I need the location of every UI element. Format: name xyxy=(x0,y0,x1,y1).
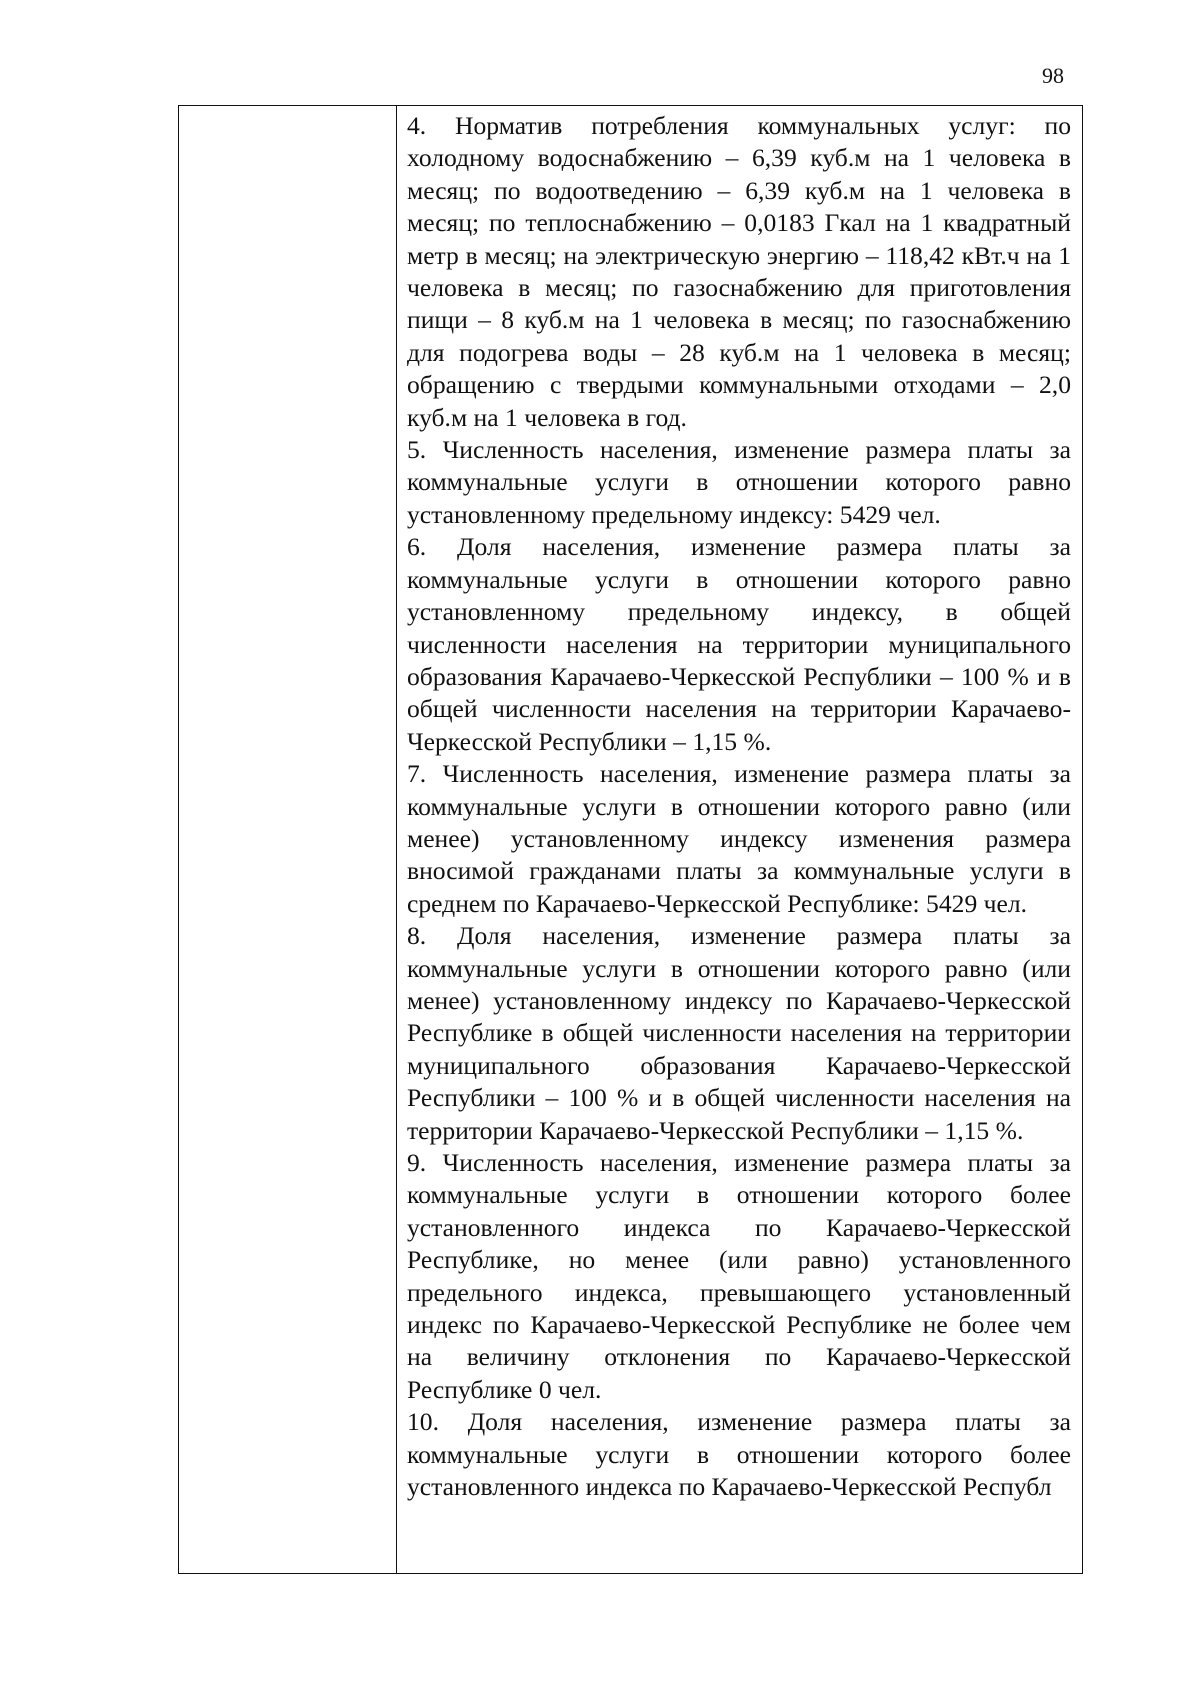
paragraph-10: 10. Доля населения, изменение размера платы за коммунальные услуги в отношении которого более установленного индекса по Карачаево-Черкесской Республ xyxy=(407,1407,1071,1502)
page-number: 98 xyxy=(1042,63,1064,88)
left-cell xyxy=(179,106,397,1574)
right-cell xyxy=(397,106,1083,1574)
paragraph-5: 5. Численность населения, изменение размера платы за коммунальные услуги в отношении которого равно установленному предельному индексу: 5429 чел. xyxy=(407,435,1071,529)
paragraph-8: 8. Доля населения, изменение размера платы за коммунальные услуги в отношении которого равно (или менее) установленному индексу по Карачаево-Черкесской Республике в общей численности населения на территории муниципального образования Карачаево-Черкесской Республики – 100 % и в общей численности населения на территории Карачаево-Черкесской Республики – 1,15 %. xyxy=(407,921,1071,1145)
table-row xyxy=(179,106,1083,1574)
right-cell-text xyxy=(397,106,1082,1503)
paragraph-4: 4. Норматив потребления коммунальных услуг: по холодному водоснабжению – 6,39 куб.м на 1 человека в месяц; по водоотведению – 6,39 куб.м на 1 человека в месяц; по теплоснабжению – 0,0183 Гкал на 1 квадратный метр в месяц; на электрическую энергию – 118,42 кВт.ч на 1 человека в месяц; по газоснабжению для приготовления пищи – 8 куб.м на 1 человека в месяц; по газоснабжению для подогрева воды – 28 куб.м на 1 человека в месяц; обращению с твердыми коммунальными отходами – 2,0 куб.м на 1 человека в год. xyxy=(407,111,1071,432)
document-table xyxy=(178,105,1083,1574)
paragraph-9: 9. Численность населения, изменение размера платы за коммунальные услуги в отношении которого более установленного индекса по Карачаево-Черкесской Республике, но менее (или равно) установленного предельного индекса, превышающего установленный индекс по Карачаево-Черкесской Республике не более чем на величину отклонения по Карачаево-Черкесской Республике 0 чел. xyxy=(407,1148,1071,1404)
paragraph-6: 6. Доля населения, изменение размера платы за коммунальные услуги в отношении которого равно установленному предельному индексу, в общей численности населения на территории муниципального образования Карачаево-Черкесской Республики – 100 % и в общей численности населения на территории Карачаево-Черкесской Республики – 1,15 %. xyxy=(407,532,1071,756)
paragraph-7: 7. Численность населения, изменение размера платы за коммунальные услуги в отношении которого равно (или менее) установленному индексу изменения размера вносимой гражданами платы за коммунальные услуги в среднем по Карачаево-Черкесской Республике: 5429 чел. xyxy=(407,759,1071,918)
